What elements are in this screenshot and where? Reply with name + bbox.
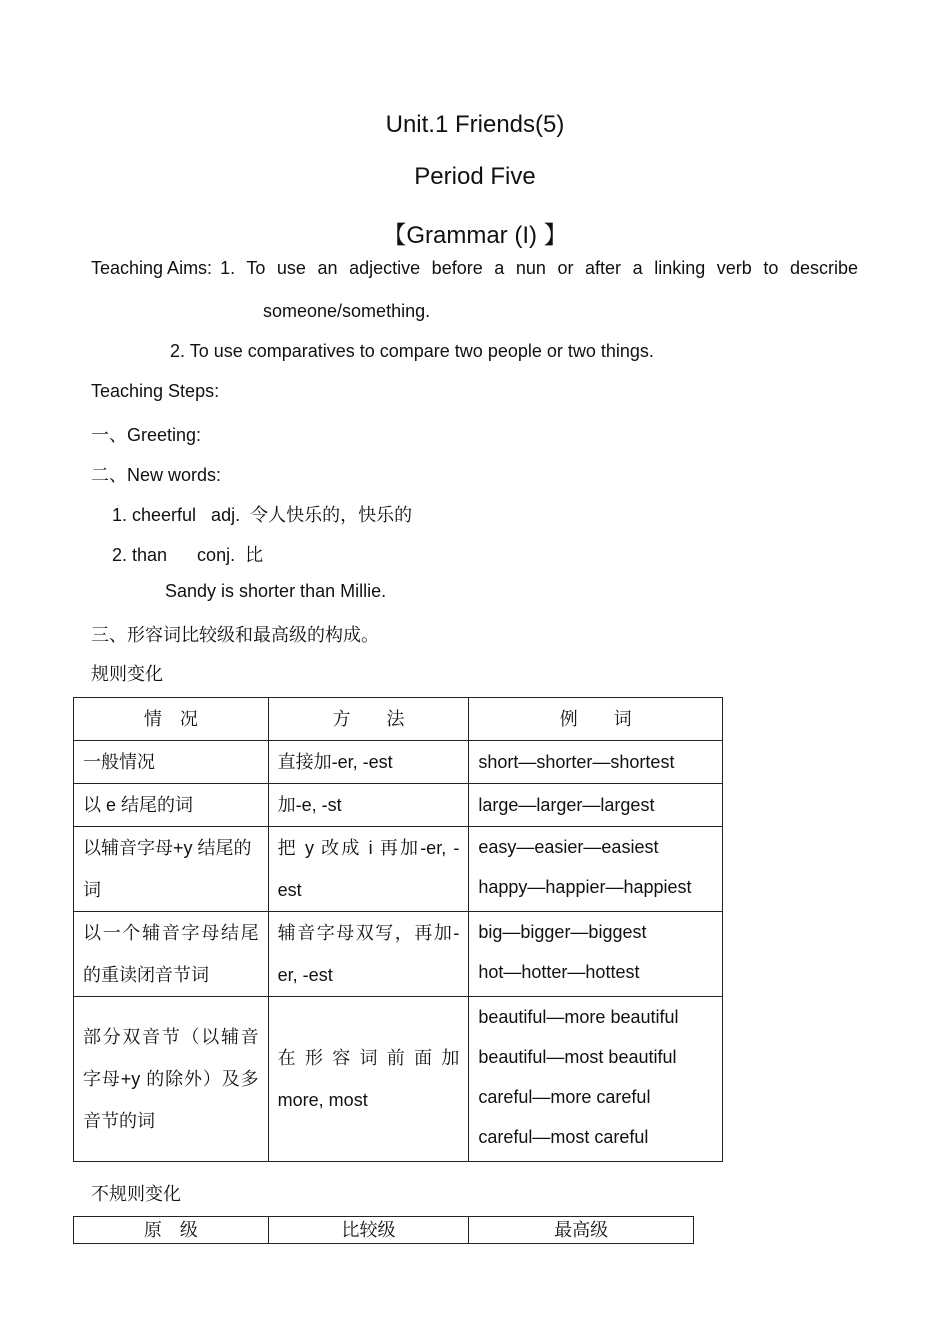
irregular-changes-table (73, 1216, 694, 1244)
example-sentence: Sandy is shorter than Millie. (165, 581, 387, 601)
header-case: 情 况 (74, 698, 269, 741)
example-text: short—shorter—shortest (478, 752, 675, 772)
aim-1: 1. To use an adjective before a nun or after a linking verb to describe (220, 258, 858, 278)
regular-changes-label: 规则变化 (91, 664, 163, 684)
table-row (74, 912, 723, 997)
header-examples: 例 词 (469, 698, 723, 741)
table-row (74, 997, 723, 1162)
method-text: more, most (277, 1090, 368, 1110)
example-text: happy—happier—happiest (478, 877, 692, 897)
regular-changes-table (73, 697, 723, 1162)
example-text: careful—most careful (478, 1127, 649, 1147)
table-row (74, 827, 723, 912)
table-header-row (74, 698, 723, 741)
method-text: er, -est (277, 965, 333, 985)
header-positive: 原 级 (74, 1217, 269, 1244)
method-text: 在 形 容 词 前 面 加 (277, 1048, 460, 1068)
example-text: large—larger—largest (478, 795, 655, 815)
method-text: 把 y 改成 i 再加-er, - (277, 838, 460, 858)
header-method: 方 法 (268, 698, 469, 741)
table-row (74, 741, 723, 784)
case-text: 以一个辅音字母结尾 (83, 923, 259, 943)
case-text: 一般情况 (83, 752, 155, 772)
step-new-words: 二、New words: (91, 465, 222, 485)
header-superlative: 最高级 (469, 1217, 694, 1244)
case-text: 部分双音节（以辅音 (83, 1027, 259, 1047)
table-row (74, 784, 723, 827)
header-comparative: 比较级 (268, 1217, 469, 1244)
example-text: easy—easier—easiest (478, 837, 659, 857)
document-title: Unit.1 Friends(5) (385, 111, 565, 138)
case-text: 以 e 结尾的词 (83, 795, 194, 815)
teaching-aims-label: Teaching Aims: (91, 258, 213, 278)
method-text: 加-e, -st (277, 795, 342, 815)
table-header-row (74, 1217, 694, 1244)
aim-1-continued: someone/something. (263, 301, 431, 321)
step-greeting: 一、Greeting: (91, 425, 202, 445)
method-text: 辅音字母双写，再加- (277, 923, 460, 943)
method-text: est (277, 880, 302, 900)
case-text: 字母+y 的除外）及多 (83, 1069, 259, 1089)
example-text: hot—hotter—hottest (478, 962, 640, 982)
section-heading: 【Grammar (I) 】 (382, 222, 568, 249)
vocab-item-cheerful: 1. cheerful adj. 令人快乐的，快乐的 (112, 505, 413, 525)
step-comparatives: 三、形容词比较级和最高级的构成。 (91, 625, 379, 645)
case-text: 的重读闭音节词 (83, 965, 209, 985)
teaching-aims-line (91, 258, 858, 279)
method-text: 直接加-er, -est (277, 752, 393, 772)
example-text: big—bigger—biggest (478, 922, 647, 942)
vocab-item-than: 2. than conj. 比 (112, 545, 264, 565)
case-text: 词 (83, 880, 101, 900)
example-text: beautiful—more beautiful (478, 1007, 679, 1027)
example-text: careful—more careful (478, 1087, 651, 1107)
case-text: 以辅音字母+y 结尾的 (83, 838, 252, 858)
period-heading: Period Five (414, 163, 536, 190)
teaching-steps-label: Teaching Steps: (91, 381, 220, 401)
example-text: beautiful—most beautiful (478, 1047, 677, 1067)
aim-2: 2. To use comparatives to compare two people or two things. (170, 341, 654, 361)
case-text: 音节的词 (83, 1111, 155, 1131)
irregular-changes-label: 不规则变化 (91, 1184, 181, 1204)
